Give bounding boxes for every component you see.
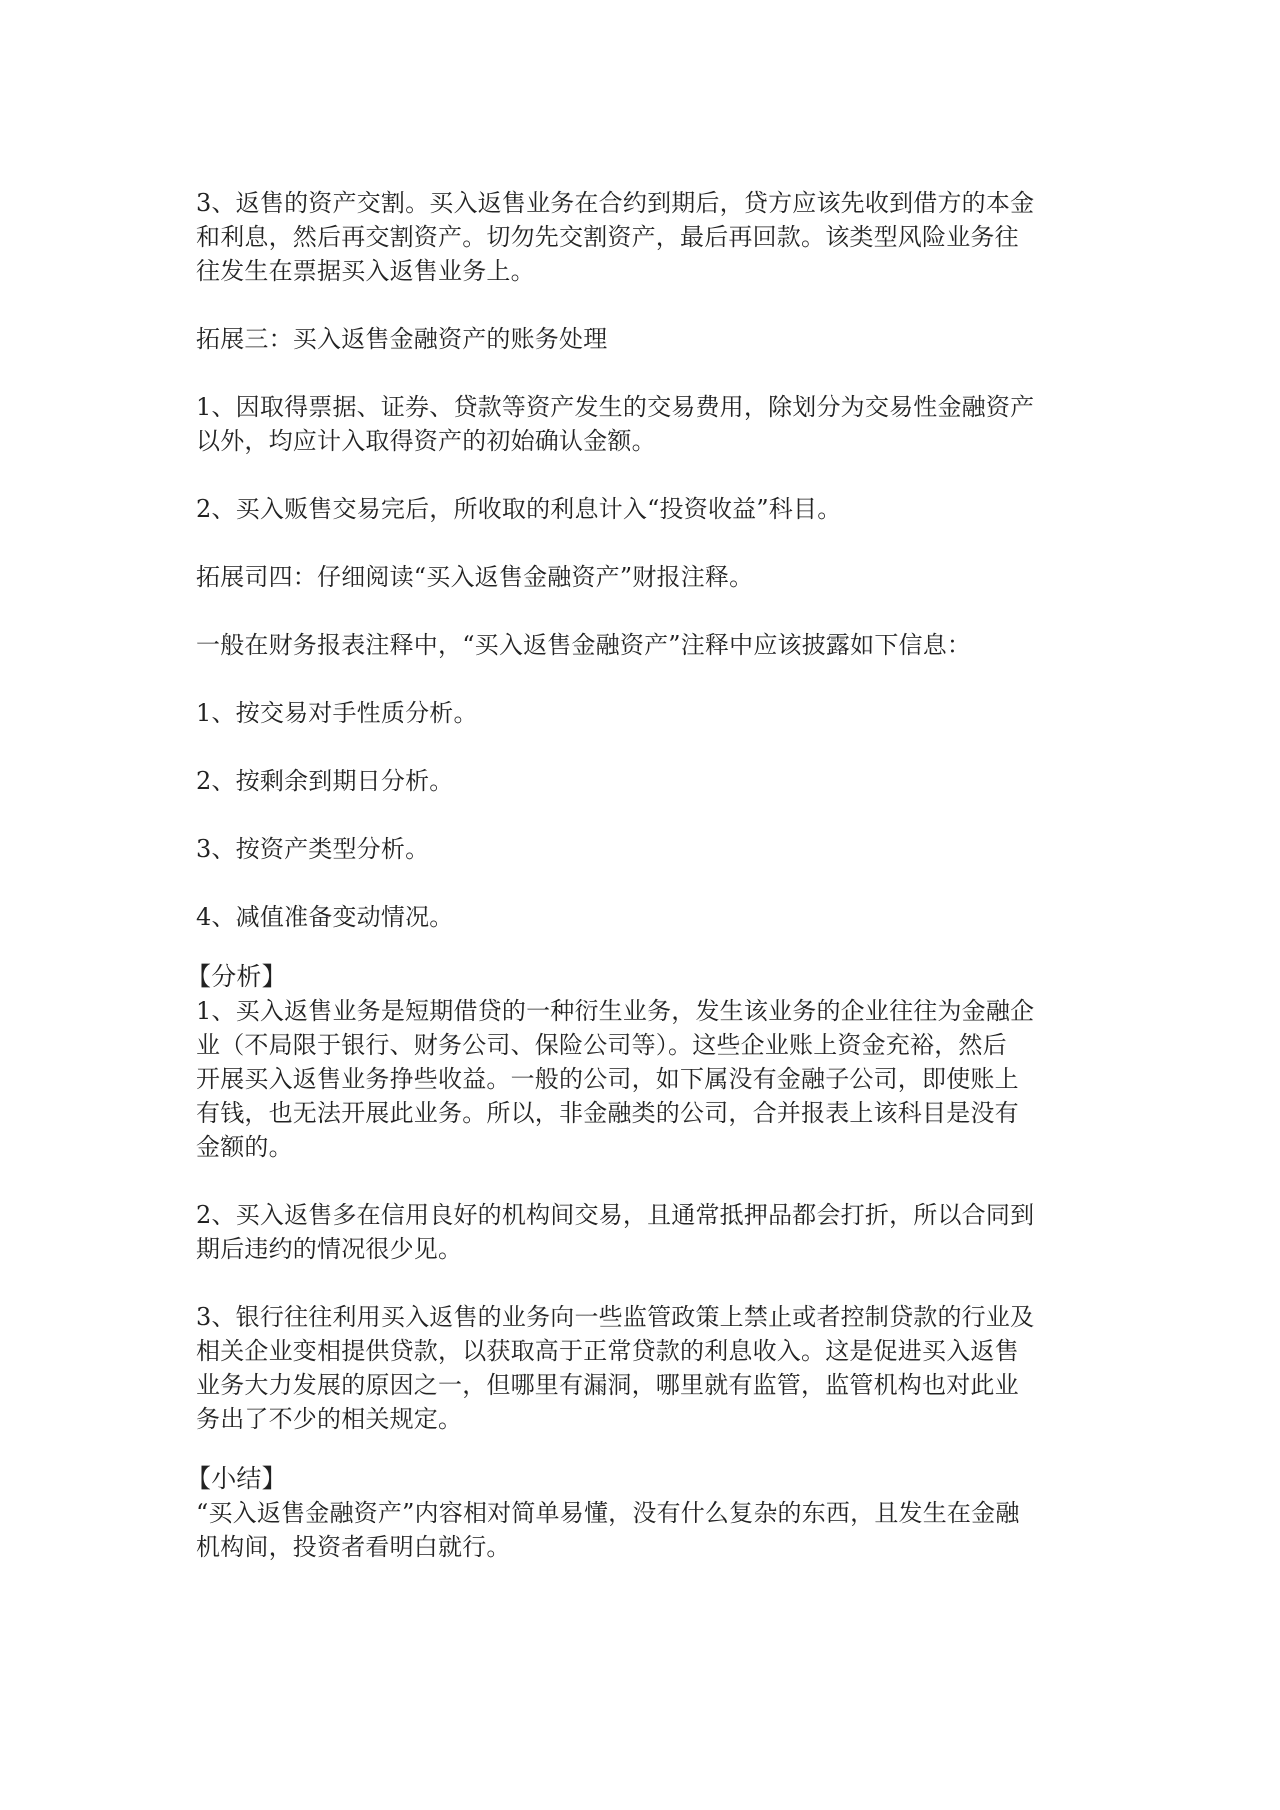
analysis-point1-line1: 1、买入返售业务是短期借贷的一种衍生业务，发生该业务的企业往往为金融企 — [196, 997, 1035, 1025]
paragraph-asset-delivery-line1: 3、返售的资产交割。买入返售业务在合约到期后，贷方应该先收到借方的本金 — [196, 189, 1035, 217]
analysis-point2-line2: 期后违约的情况很少见。 — [196, 1235, 463, 1263]
summary-line1: “买入返售金融资产”内容相对简单易懂，没有什么复杂的东西，且发生在金融 — [196, 1499, 1020, 1527]
section-heading-extension-three: 拓展三：买入返售金融资产的账务处理 — [196, 325, 608, 353]
paragraph-transaction-fees-line1: 1、因取得票据、证券、贷款等资产发生的交易费用，除划分为交易性金融资产 — [196, 393, 1035, 421]
document-body — [186, 186, 1096, 1564]
paragraph-disclosure-intro: 一般在财务报表注释中，“买入返售金融资产”注释中应该披露如下信息： — [196, 631, 972, 659]
analysis-heading: 【分析】 — [186, 962, 287, 991]
section-heading-extension-four: 拓展司四：仔细阅读“买入返售金融资产”财报注释。 — [196, 563, 754, 591]
analysis-point1-line2: 业（不局限于银行、财务公司、保险公司等）。这些企业账上资金充裕，然后 — [196, 1031, 1007, 1059]
analysis-point1-line3: 开展买入返售业务挣些收益。一般的公司，如下属没有金融子公司，即使账上 — [196, 1065, 1019, 1093]
analysis-point1-line5: 金额的。 — [196, 1133, 293, 1161]
analysis-point3-line4: 务出了不少的相关规定。 — [196, 1405, 463, 1433]
paragraph-asset-delivery-line2: 和利息，然后再交割资产。切勿先交割资产，最后再回款。该类型风险业务往 — [196, 223, 1019, 251]
analysis-point1-line4: 有钱，也无法开展此业务。所以，非金融类的公司，合并报表上该科目是没有 — [196, 1099, 1019, 1127]
paragraph-transaction-fees-line2: 以外，均应计入取得资产的初始确认金额。 — [196, 427, 656, 455]
analysis-point2-line1: 2、买入返售多在信用良好的机构间交易，且通常抵押品都会打折，所以合同到 — [196, 1201, 1035, 1229]
list-item-remaining-maturity: 2、按剩余到期日分析。 — [196, 767, 454, 795]
summary-line2: 机构间，投资者看明白就行。 — [196, 1533, 511, 1561]
list-item-impairment: 4、减值准备变动情况。 — [196, 903, 454, 931]
paragraph-asset-delivery-line3: 往发生在票据买入返售业务上。 — [196, 257, 535, 285]
list-item-counterparty: 1、按交易对手性质分析。 — [196, 699, 478, 727]
summary-heading: 【小结】 — [186, 1464, 287, 1493]
analysis-point3-line1: 3、银行往往利用买入返售的业务向一些监管政策上禁止或者控制贷款的行业及 — [196, 1303, 1035, 1331]
analysis-point3-line2: 相关企业变相提供贷款，以获取高于正常贷款的利息收入。这是促进买入返售 — [196, 1337, 1019, 1365]
analysis-point3-line3: 业务大力发展的原因之一，但哪里有漏洞，哪里就有监管，监管机构也对此业 — [196, 1371, 1019, 1399]
list-item-asset-type: 3、按资产类型分析。 — [196, 835, 430, 863]
paragraph-interest-income: 2、买入贩售交易完后，所收取的利息计入“投资收益”科目。 — [196, 495, 842, 523]
